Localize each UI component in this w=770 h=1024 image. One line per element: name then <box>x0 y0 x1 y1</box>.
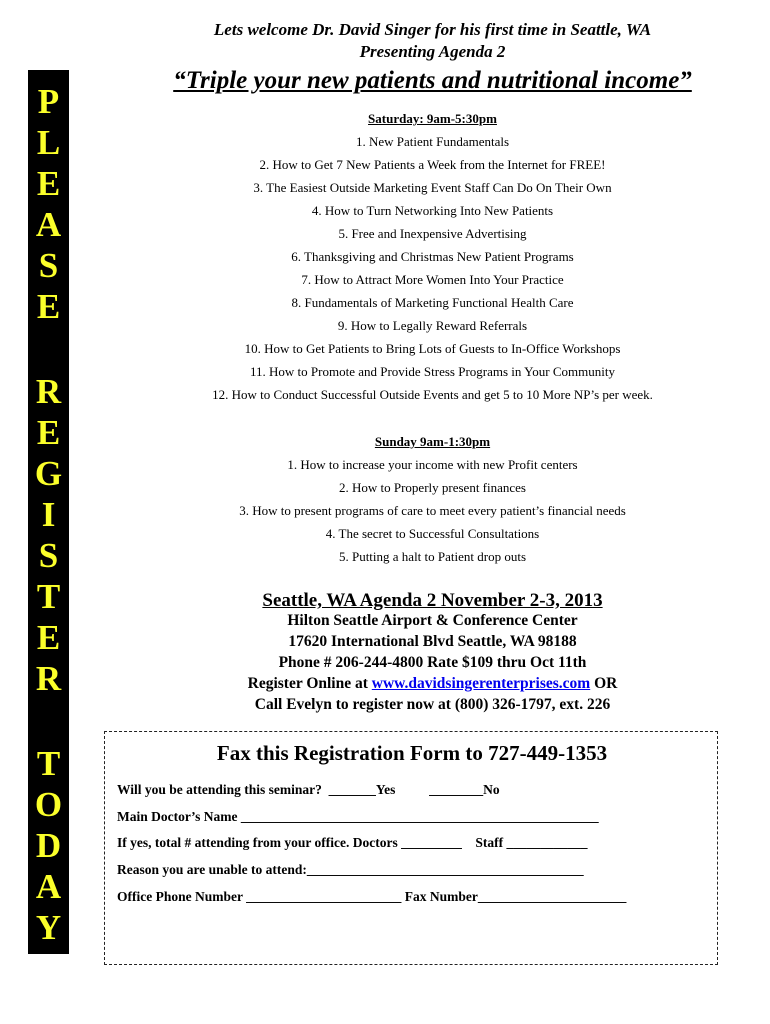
agenda-item: 3. How to present programs of care to meet every patient’s financial needs <box>239 503 626 518</box>
banner-letter: A <box>35 867 62 906</box>
banner-letter: O <box>34 785 63 824</box>
agenda-line: Presenting Agenda 2 <box>359 42 506 61</box>
register-prefix: Register Online at <box>247 675 372 692</box>
banner-letter: E <box>36 287 61 326</box>
phone-fax-fields[interactable]: Office Phone Number _______________________ Fax Number______________________ <box>117 889 627 904</box>
agenda-item: 3. The Easiest Outside Marketing Event Staff Can Do On Their Own <box>253 180 612 195</box>
please-register-today-banner <box>28 70 69 954</box>
fax-title: Fax this Registration Form to 727-449-1353 <box>216 741 608 765</box>
call-line: Call Evelyn to register now at (800) 326-1797, ext. 226 <box>254 696 611 713</box>
banner-letter: R <box>35 372 62 411</box>
banner-letter: L <box>36 123 61 162</box>
banner-letter: P <box>37 82 60 121</box>
banner-letter: S <box>38 536 59 575</box>
agenda-item: 4. How to Turn Networking Into New Patients <box>311 203 554 218</box>
banner-letter: R <box>35 659 62 698</box>
saturday-heading: Saturday: 9am-5:30pm <box>368 111 497 126</box>
venue-phone: Phone # 206-244-4800 Rate $109 thru Oct 11th <box>278 654 587 671</box>
venue-name: Hilton Seattle Airport & Conference Center <box>287 612 578 629</box>
agenda-item: 10. How to Get Patients to Bring Lots of Guests to In-Office Workshops <box>244 341 621 356</box>
welcome-line: Lets welcome Dr. David Singer for his first time in Seattle, WA <box>213 20 652 39</box>
page-title: “Triple your new patients and nutritional income” <box>173 67 692 94</box>
sunday-heading: Sunday 9am-1:30pm <box>374 434 491 449</box>
attending-question[interactable]: Will you be attending this seminar? _______Yes ________No <box>117 782 500 797</box>
banner-letter: S <box>38 246 59 285</box>
banner-letter: Y <box>35 908 62 947</box>
agenda-item: 11. How to Promote and Provide Stress Programs in Your Community <box>250 364 615 379</box>
registration-form <box>104 731 718 965</box>
event-title: Seattle, WA Agenda 2 November 2-3, 2013 <box>262 590 603 611</box>
banner-letter: A <box>35 205 62 244</box>
attendance-count-field[interactable]: If yes, total # attending from your office. Doctors _________ Staff ____________ <box>117 835 588 850</box>
banner-letter: E <box>36 164 61 203</box>
doctor-name-field[interactable]: Main Doctor’s Name _____________________________________________________ <box>117 809 599 824</box>
agenda-item: 7. How to Attract More Women Into Your Practice <box>301 272 564 287</box>
agenda-item: 5. Putting a halt to Patient drop outs <box>338 549 527 564</box>
reason-field[interactable]: Reason you are unable to attend:_________________________________________ <box>117 862 584 877</box>
banner-letter: I <box>41 495 56 534</box>
register-link[interactable]: www.davidsingerenterprises.com <box>371 675 591 692</box>
agenda-item: 5. Free and Inexpensive Advertising <box>338 226 527 241</box>
agenda-item: 12. How to Conduct Successful Outside Events and get 5 to 10 More NP’s per week. <box>212 387 653 402</box>
agenda-item: 2. How to Get 7 New Patients a Week from the Internet for FREE! <box>259 157 606 172</box>
banner-letter: E <box>36 413 61 452</box>
agenda-item: 9. How to Legally Reward Referrals <box>337 318 528 333</box>
agenda-item: 2. How to Properly present finances <box>338 480 526 495</box>
register-online-line <box>95 674 770 693</box>
banner-letter: T <box>36 577 61 616</box>
agenda-item: 8. Fundamentals of Marketing Functional Health Care <box>291 295 574 310</box>
agenda-item: 6. Thanksgiving and Christmas New Patient Programs <box>291 249 574 264</box>
banner-letter: T <box>36 744 61 783</box>
register-suffix: OR <box>590 675 618 692</box>
agenda-item: 1. New Patient Fundamentals <box>355 134 510 149</box>
venue-address: 17620 International Blvd Seattle, WA 98188 <box>288 633 577 650</box>
banner-letter: D <box>35 826 62 865</box>
banner-letter: G <box>34 454 63 493</box>
banner-letter: E <box>36 618 61 657</box>
agenda-item: 4. The secret to Successful Consultations <box>325 526 540 541</box>
agenda-item: 1. How to increase your income with new Profit centers <box>287 457 578 472</box>
